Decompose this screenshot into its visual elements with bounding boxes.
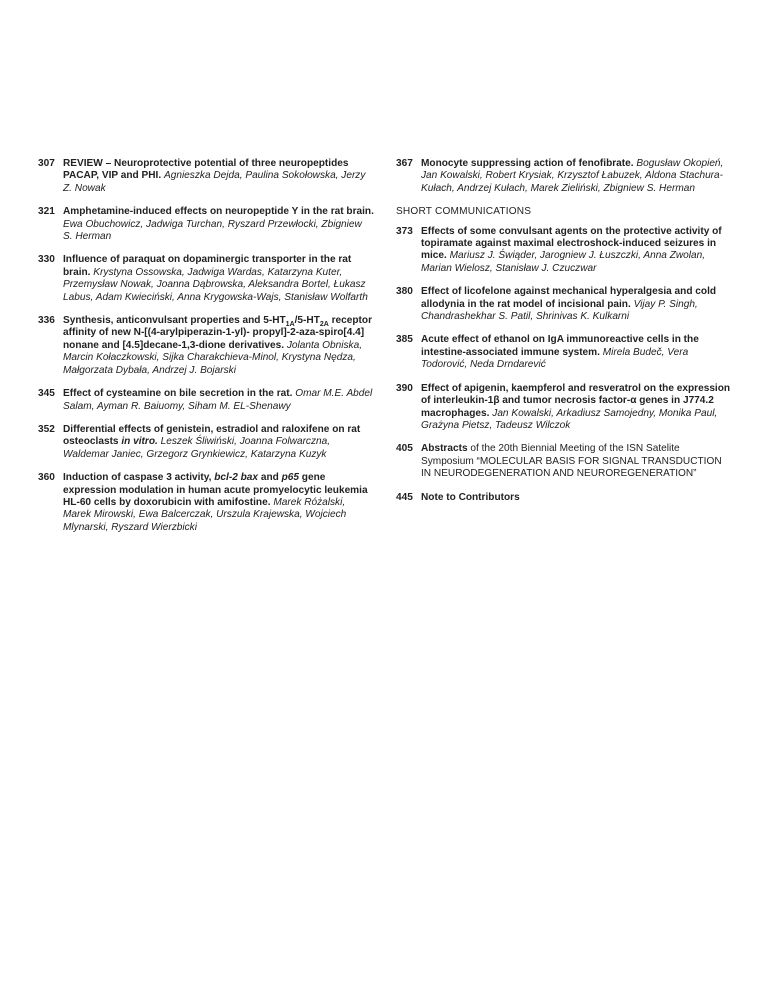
article-authors: Vijay P. Singh, Chandrashekhar S. Patil, Shrinivas K. Kulkarni [421, 298, 698, 323]
article-title: Induction of caspase 3 activity, bcl-2 bax and p65 gene expression modulation in human acute promyelocytic leukemia HL-60 cells by doxorubicin with amifostine. [63, 472, 368, 508]
article-title: Effect of cysteamine on bile secretion in the rat. [63, 388, 293, 400]
article-title: REVIEW – Neuroprotective potential of three neuropeptides PACAP, VIP and PHI. [63, 158, 349, 182]
article-authors: Omar M.E. Abdel Salam, Ayman R. Baiuomy, Siham M. EL-Shenawy [63, 388, 373, 412]
article-authors: Mirela Budeč, Vera Todorović, Neda Drndarević [421, 346, 689, 371]
contents-entry [396, 226, 734, 276]
article-title-italic: in vitro. [121, 436, 158, 448]
article-authors: Krystyna Ossowska, Jadwiga Wardas, Katarzyna Kuter, Przemysław Nowak, Joanna Dąbrowska, Aleksandra Bortel, Łukasz Labus, Adam Kwieciński, Anna Krygowska-Wajs, Stanisław Wolfarth [63, 266, 368, 303]
article-title: Note to Contributors [421, 491, 520, 503]
page-number: 330 [38, 254, 55, 266]
page-number: 336 [38, 315, 55, 327]
article-title: Differential effects of genistein, estradiol and raloxifene on rat osteoclasts [63, 423, 361, 448]
article-title: Effect of licofelone against mechanical hyperalgesia and cold allodynia in the rat model of incisional pain. [421, 286, 717, 310]
page-number: 373 [396, 225, 413, 237]
article-authors: Jan Kowalski, Arkadiusz Samojedny, Monika Paul, Grażyna Pietsz, Tadeusz Wilczok [421, 407, 718, 431]
article-authors: Marek Różalski, Marek Mirowski, Ewa Balcerczak, Urszula Krajewska, Wojciech Mlynarski, Ryszard Wierzbicki [63, 496, 347, 533]
article-authors: Jolanta Obniska, Marcin Kołaczkowski, Sijka Charakchieva-Minol, Krystyna Nędza, Małgorzata Dybała, Andrzej J. Bojarski [63, 339, 363, 376]
page-number: 380 [396, 286, 413, 298]
page-number: 307 [38, 158, 55, 169]
contents-entry [38, 206, 374, 243]
article-title: Acute effect of ethanol on IgA immunoreactive cells in the intestine-associated immune system. [421, 334, 699, 358]
contents-entry [38, 254, 374, 304]
contents-entry [38, 315, 374, 377]
article-title: Monocyte suppressing action of fenofibrate. [421, 158, 634, 169]
contents-entry [38, 424, 374, 461]
page-number: 321 [38, 206, 55, 218]
page-number: 405 [396, 443, 413, 455]
article-authors: Ewa Obuchowicz, Jadwiga Turchan, Ryszard Przewłocki, Zbigniew S. Herman [63, 218, 362, 243]
article-description: of the 20th Biennial Meeting of the ISN Satelite Symposium “MOLECULAR BASIS FOR SIGNAL TRANSDUCTION IN NEURODEGENERATION AND NEUROREGENERATION” [421, 443, 722, 480]
contents-entry [396, 443, 734, 480]
contents-entry [396, 383, 734, 433]
article-title: Amphetamine-induced effects on neuropeptide Y in the rat brain. [63, 206, 374, 218]
article-title: Influence of paraquat on dopaminergic transporter in the rat brain. [63, 254, 352, 278]
article-title: Synthesis, anticonvulsant properties and $5-HT_{1A}/5-HT_{2A}$ receptor affinity of new N-[(4-arylpiperazin-1-yl)- propyl]-2-aza-spiro[4.4] nonane and [4.5]decane-1,3-dione derivatives. [63, 315, 373, 351]
contents-right-column [396, 158, 734, 515]
article-authors: Leszek Śliwiński, Joanna Folwarczna, Waldemar Janiec, Grzegorz Grynkiewicz, Katarzyna Kuzyk [63, 436, 331, 460]
contents-left-column [38, 158, 374, 545]
page-number: 352 [38, 423, 55, 435]
page-number: 345 [38, 388, 55, 400]
article-authors: Mariusz J. Świąder, Jarogniew J. Łuszczki, Anna Zwolan, Marian Wielosz, Stanisław J. Czuczwar [421, 250, 706, 274]
contents-entry [396, 334, 734, 371]
contents-entry [38, 158, 374, 195]
article-authors: Agnieszka Dejda, Paulina Sokołowska, Jerzy Z. Nowak [63, 170, 366, 194]
contents-entry [38, 388, 374, 413]
contents-entry [38, 472, 374, 534]
article-authors: Bogusław Okopień, Jan Kowalski, Robert Krysiak, Krzysztof Łabuzek, Aldona Stachura-Kułach, Andrzej Kułach, Marek Zieliński, Zbigniew S. Herman [421, 158, 724, 194]
article-title: Effects of some convulsant agents on the protective activity of topiramate against maximal electroshock-induced seizures in mice. [421, 225, 722, 262]
page-number: 445 [396, 491, 413, 503]
article-title: Effect of apigenin, kaempferol and resveratrol on the expression of interleukin-1β and tumor necrosis factor-α genes in J774.2 macrophages. [421, 382, 731, 419]
contents-entry [396, 158, 734, 195]
section-heading: SHORT COMMUNICATIONS [396, 206, 532, 218]
contents-entry [396, 286, 734, 323]
page-number: 360 [38, 472, 55, 484]
page-number: 367 [396, 158, 413, 169]
page-number: 390 [396, 382, 413, 394]
page-number: 385 [396, 334, 413, 346]
article-title: Abstracts [421, 443, 468, 455]
contents-entry [396, 492, 734, 504]
